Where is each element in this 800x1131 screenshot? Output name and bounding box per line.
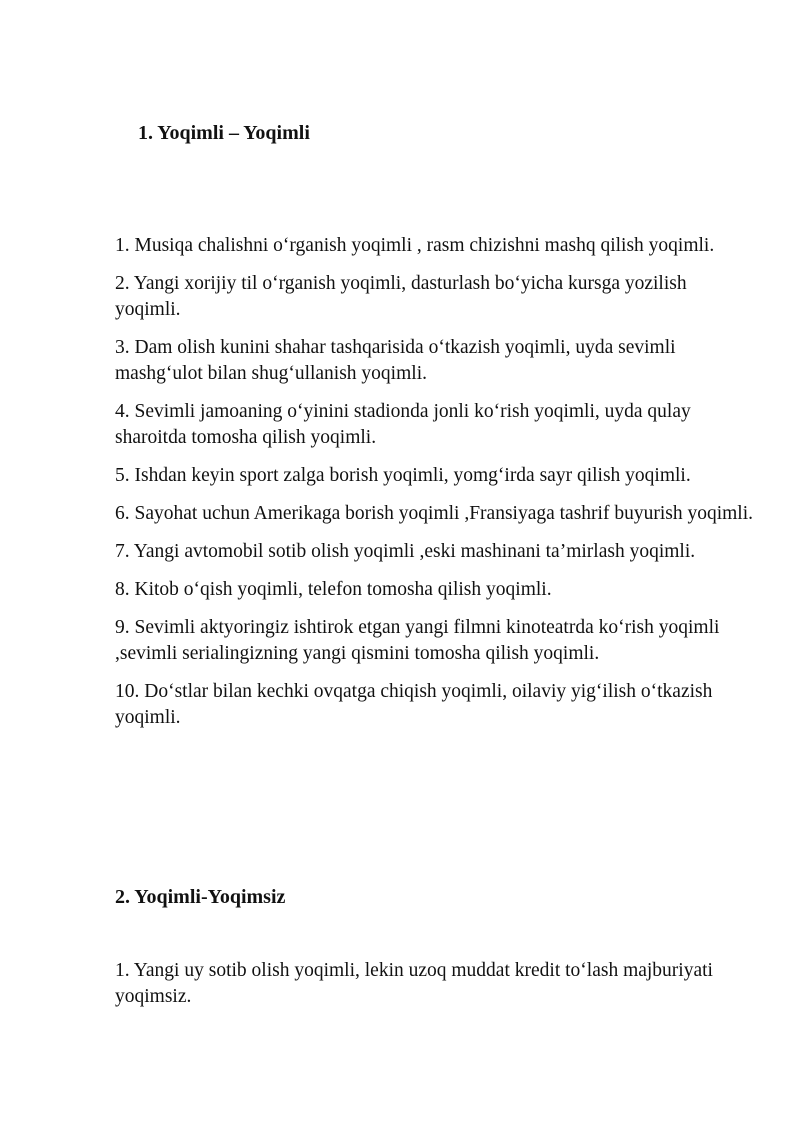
list-item: 3. Dam olish kunini shahar tashqarisida o‘tkazish yoqimli, uyda sevimli mashg‘ulot bilan shug‘ullanish yoqimli. [115, 337, 676, 384]
list-item: 5. Ishdan keyin sport zalga borish yoqimli, yomg‘irda sayr qilish yoqimli. [115, 465, 691, 486]
section-2-heading: 2. Yoqimli-Yoqimsiz [115, 886, 286, 908]
section-2-list [115, 958, 755, 1022]
list-item: 7. Yangi avtomobil sotib olish yoqimli ,eski mashinani ta’mirlash yoqimli. [115, 541, 696, 562]
list-item: 9. Sevimli aktyoringiz ishtirok etgan yangi filmni kinoteatrda ko‘rish yoqimli ,sevimli serialingizning yangi qismini tomosha qilish yoqimli. [115, 617, 720, 664]
list-item: 10. Do‘stlar bilan kechki ovqatga chiqish yoqimli, oilaviy yig‘ilish o‘tkazish yoqimli. [115, 681, 713, 728]
list-item: 1. Yangi uy sotib olish yoqimli, lekin uzoq muddat kredit to‘lash majburiyati yoqimsiz. [115, 960, 713, 1007]
list-item: 4. Sevimli jamoaning o‘yinini stadionda jonli ko‘rish yoqimli, uyda qulay sharoitda tomosha qilish yoqimli. [115, 401, 691, 448]
section-1-list [115, 233, 755, 743]
section-1-heading: 1. Yoqimli – Yoqimli [138, 122, 310, 144]
list-item: 1. Musiqa chalishni o‘rganish yoqimli , rasm chizishni mashq qilish yoqimli. [115, 235, 715, 256]
list-item: 8. Kitob o‘qish yoqimli, telefon tomosha qilish yoqimli. [115, 579, 552, 600]
list-item: 6. Sayohat uchun Amerikaga borish yoqimli ,Fransiyaga tashrif buyurish yoqimli. [115, 503, 753, 524]
list-item: 2. Yangi xorijiy til o‘rganish yoqimli, dasturlash bo‘yicha kursga yozilish yoqimli. [115, 273, 687, 320]
